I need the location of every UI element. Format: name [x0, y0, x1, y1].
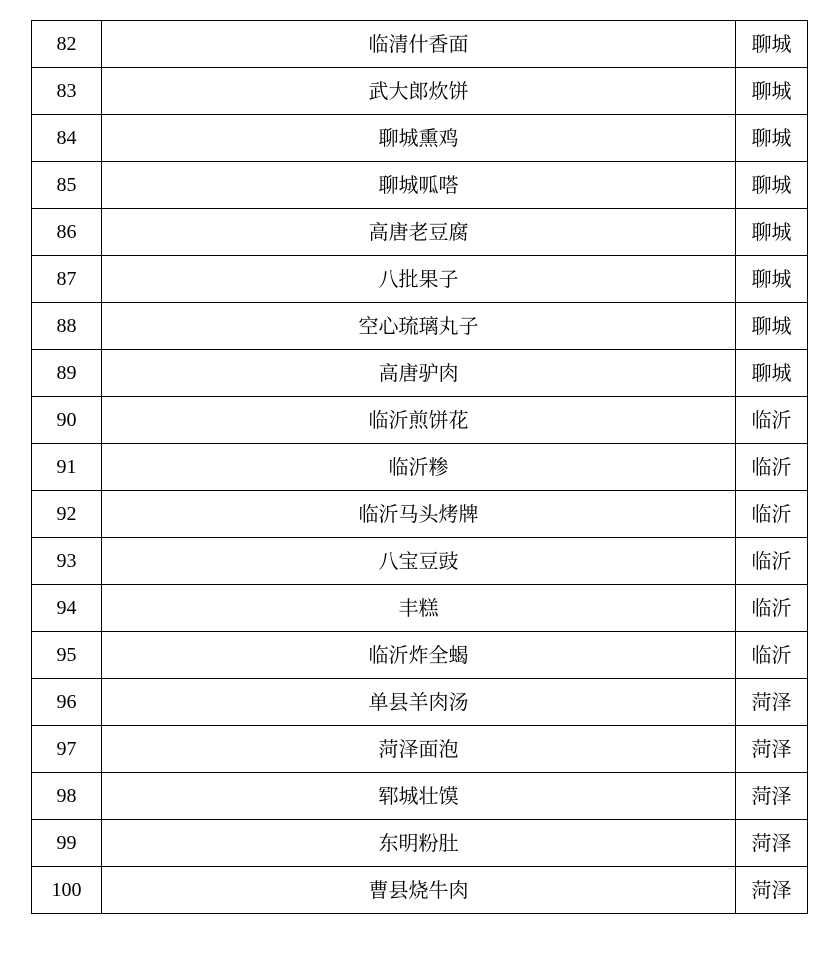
city-cell: 菏泽	[736, 726, 808, 773]
city-cell: 菏泽	[736, 773, 808, 820]
table-row	[32, 679, 808, 726]
snack-name-cell: 空心琉璃丸子	[102, 303, 736, 350]
table-row	[32, 209, 808, 256]
row-number-cell: 85	[32, 162, 102, 209]
snack-list-table	[31, 20, 808, 914]
table-row	[32, 444, 808, 491]
table-row	[32, 350, 808, 397]
city-cell: 临沂	[736, 538, 808, 585]
table-row	[32, 538, 808, 585]
city-cell: 聊城	[736, 256, 808, 303]
row-number-cell: 82	[32, 21, 102, 68]
city-cell: 菏泽	[736, 820, 808, 867]
snack-name-cell: 东明粉肚	[102, 820, 736, 867]
city-cell: 聊城	[736, 303, 808, 350]
table-row	[32, 726, 808, 773]
city-cell: 临沂	[736, 632, 808, 679]
row-number-cell: 100	[32, 867, 102, 914]
row-number-cell: 99	[32, 820, 102, 867]
city-cell: 聊城	[736, 209, 808, 256]
snack-name-cell: 曹县烧牛肉	[102, 867, 736, 914]
row-number-cell: 92	[32, 491, 102, 538]
table-row	[32, 397, 808, 444]
snack-name-cell: 单县羊肉汤	[102, 679, 736, 726]
city-cell: 临沂	[736, 585, 808, 632]
snack-name-cell: 丰糕	[102, 585, 736, 632]
table-row	[32, 303, 808, 350]
row-number-cell: 87	[32, 256, 102, 303]
row-number-cell: 95	[32, 632, 102, 679]
table-row	[32, 491, 808, 538]
city-cell: 临沂	[736, 444, 808, 491]
city-cell: 聊城	[736, 162, 808, 209]
city-cell: 菏泽	[736, 867, 808, 914]
row-number-cell: 90	[32, 397, 102, 444]
table-row	[32, 256, 808, 303]
city-cell: 聊城	[736, 115, 808, 162]
city-cell: 聊城	[736, 68, 808, 115]
city-cell: 菏泽	[736, 679, 808, 726]
snack-name-cell: 聊城呱嗒	[102, 162, 736, 209]
snack-name-cell: 临沂炸全蝎	[102, 632, 736, 679]
snack-name-cell: 高唐老豆腐	[102, 209, 736, 256]
table-row	[32, 867, 808, 914]
row-number-cell: 89	[32, 350, 102, 397]
snack-name-cell: 菏泽面泡	[102, 726, 736, 773]
table-row	[32, 115, 808, 162]
snack-name-cell: 郓城壮馍	[102, 773, 736, 820]
row-number-cell: 88	[32, 303, 102, 350]
row-number-cell: 83	[32, 68, 102, 115]
table-row	[32, 162, 808, 209]
snack-name-cell: 武大郎炊饼	[102, 68, 736, 115]
row-number-cell: 86	[32, 209, 102, 256]
table-row	[32, 773, 808, 820]
city-cell: 临沂	[736, 491, 808, 538]
snack-name-cell: 高唐驴肉	[102, 350, 736, 397]
table-row	[32, 585, 808, 632]
city-cell: 临沂	[736, 397, 808, 444]
table-row	[32, 632, 808, 679]
table-row	[32, 68, 808, 115]
table-row	[32, 820, 808, 867]
snack-name-cell: 聊城熏鸡	[102, 115, 736, 162]
row-number-cell: 94	[32, 585, 102, 632]
snack-name-cell: 临清什香面	[102, 21, 736, 68]
snack-name-cell: 八宝豆豉	[102, 538, 736, 585]
snack-name-cell: 临沂马头烤牌	[102, 491, 736, 538]
snack-name-cell: 八批果子	[102, 256, 736, 303]
table-row	[32, 21, 808, 68]
city-cell: 聊城	[736, 350, 808, 397]
table-body	[32, 21, 808, 914]
row-number-cell: 93	[32, 538, 102, 585]
row-number-cell: 84	[32, 115, 102, 162]
snack-name-cell: 临沂煎饼花	[102, 397, 736, 444]
row-number-cell: 91	[32, 444, 102, 491]
row-number-cell: 97	[32, 726, 102, 773]
row-number-cell: 96	[32, 679, 102, 726]
city-cell: 聊城	[736, 21, 808, 68]
snack-name-cell: 临沂糁	[102, 444, 736, 491]
row-number-cell: 98	[32, 773, 102, 820]
